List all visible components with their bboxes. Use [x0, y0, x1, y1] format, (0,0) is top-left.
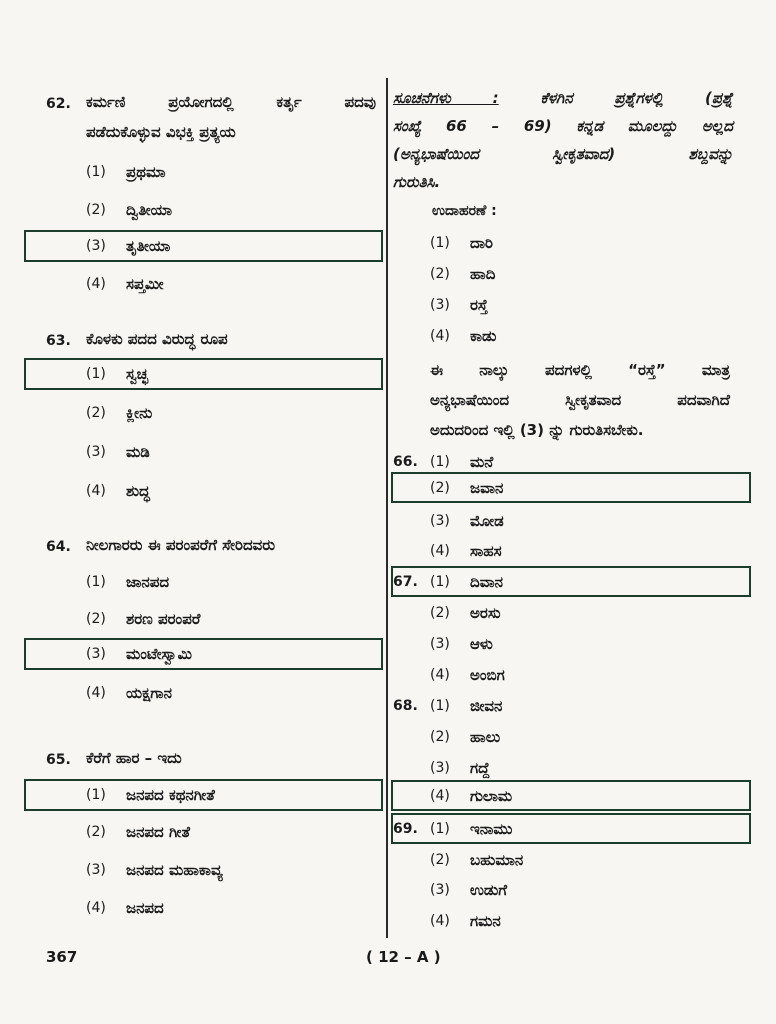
option-number: (2): [430, 480, 450, 496]
option-text: ಶುದ್ಧ: [126, 482, 150, 500]
column-divider: [386, 78, 388, 938]
option-text: ಯಕ್ಷಗಾನ: [126, 684, 172, 702]
answer-highlight-q63: [24, 358, 383, 390]
option-text: ಕಾಡು: [470, 327, 497, 345]
instructions-line-1: [393, 84, 733, 112]
option-number: (3): [430, 636, 450, 652]
option-text: ಬಹುಮಾನ: [470, 851, 524, 869]
option-number: (2): [86, 405, 106, 421]
instructions-line-4: ಗುರುತಿಸಿ.: [393, 173, 441, 191]
question-number-66: 66.: [393, 454, 418, 470]
option-text: ದ್ವಿತೀಯಾ: [126, 201, 173, 219]
question-62-line-1: ಕರ್ಮಣಿ ಪ್ರಯೋಗದಲ್ಲಿ ಕರ್ತೃ ಪದವು: [86, 93, 376, 111]
option-text: ಗದ್ದೆ: [470, 759, 490, 777]
option-text: ಪ್ರಥಮಾ: [126, 163, 166, 181]
option-text: ಅಂಬಿಗ: [470, 666, 505, 684]
option-text: ಶರಣ ಪರಂಪರೆ: [126, 610, 201, 628]
option-text: ಜನಪದ ಗೀತೆ: [126, 823, 191, 841]
option-text: ಜನಪದ: [126, 899, 164, 917]
option-number: (4): [430, 788, 450, 804]
option-text: ಸಪ್ತಮೀ: [126, 275, 164, 293]
option-number: (4): [86, 483, 106, 499]
option-number: (3): [86, 238, 106, 254]
option-number: (4): [86, 685, 106, 701]
option-text: ರಸ್ತೆ: [470, 296, 488, 314]
option-text: ಸ್ವಚ್ಛ: [126, 365, 149, 383]
option-number: (1): [86, 787, 106, 803]
option-number: (1): [430, 698, 450, 714]
question-number-69: 69.: [393, 821, 418, 837]
option-text: ಗುಲಾಮ: [470, 787, 513, 805]
option-number: (1): [86, 574, 106, 590]
option-number: (2): [430, 729, 450, 745]
option-number: (2): [430, 266, 450, 282]
option-number: (2): [86, 824, 106, 840]
option-text: ಕ್ಲೀನು: [126, 404, 153, 422]
option-number: (4): [430, 543, 450, 559]
option-number: (4): [430, 328, 450, 344]
option-text: ಮನೆ: [470, 453, 494, 471]
option-number: (3): [430, 513, 450, 529]
instructions-line-1-text: ಕೆಳಗಿನ ಪ್ರಶ್ನೆಗಳಲ್ಲಿ (ಪ್ರಶ್ನೆ: [540, 89, 733, 107]
option-number: (3): [86, 444, 106, 460]
example-explanation: [430, 355, 730, 445]
example-label: ಉದಾಹರಣೆ :: [432, 203, 497, 219]
option-text: ದಿವಾನ: [470, 573, 503, 591]
option-number: (1): [430, 235, 450, 251]
question-65-line-1: ಕೆರೆಗೆ ಹಾರ – ಇದು: [86, 749, 182, 767]
option-number: (4): [86, 900, 106, 916]
option-text: ಮೋಡ: [470, 512, 504, 530]
explanation-line-3: ಅದುದರಿಂದ ಇಲ್ಲಿ (3) ನ್ನು ಗುರುತಿಸಬೇಕು.: [430, 421, 644, 439]
option-text: ಇನಾಮು: [470, 820, 513, 838]
option-text: ಮಡಿ: [126, 443, 150, 461]
option-text: ಹಾದಿ: [470, 265, 496, 283]
option-number: (2): [86, 611, 106, 627]
option-text: ಜವಾನ: [470, 479, 504, 497]
explanation-line-1: ಈ ನಾಲ್ಕು ಪದಗಳಲ್ಲಿ “ರಸ್ತೆ” ಮಾತ್ರ: [430, 361, 730, 379]
page-number: 367: [46, 948, 78, 966]
question-number-65: 65.: [46, 752, 71, 768]
answer-highlight-q62: [24, 230, 383, 262]
option-text: ಜಾನಪದ: [126, 573, 170, 591]
option-text: ಮಂಟೇಸ್ವಾಮಿ: [126, 645, 192, 663]
question-number-67: 67.: [393, 574, 418, 590]
instructions-block: [393, 84, 733, 196]
option-number: (3): [430, 882, 450, 898]
option-number: (3): [430, 760, 450, 776]
option-number: (4): [430, 667, 450, 683]
option-text: ಜನಪದ ಮಹಾಕಾವ್ಯ: [126, 861, 223, 879]
question-62-line-2: ಪಡೆದುಕೊಳ್ಳುವ ವಿಭಕ್ತಿ ಪ್ರತ್ಯಯ: [86, 123, 236, 141]
option-number: (4): [86, 276, 106, 292]
option-number: (2): [430, 605, 450, 621]
option-text: ಜನಪದ ಕಥನಗೀತೆ: [126, 786, 215, 804]
option-number: (1): [430, 574, 450, 590]
instructions-line-3: (ಅನ್ಯಭಾಷೆಯಿಂದ ಸ್ವೀಕೃತವಾದ) ಶಬ್ದವನ್ನು: [393, 145, 733, 163]
question-number-62: 62.: [46, 96, 71, 112]
option-number: (1): [430, 821, 450, 837]
option-text: ಸಾಹಸ: [470, 542, 502, 560]
option-number: (1): [86, 164, 106, 180]
option-text: ಹಾಲು: [470, 728, 501, 746]
instructions-lead: ಸೂಚನೆಗಳು :: [393, 89, 499, 107]
answer-highlight-q64: [24, 638, 383, 670]
option-text: ಆಳು: [470, 635, 493, 653]
option-text: ಜೀವನ: [470, 697, 503, 715]
booklet-code: ( 12 – A ): [366, 948, 441, 966]
option-number: (3): [430, 297, 450, 313]
option-text: ದಾರಿ: [470, 234, 493, 252]
explanation-line-2: ಅನ್ಯಭಾಷೆಯಿಂದ ಸ್ವೀಕೃತವಾದ ಪದವಾಗಿದೆ: [430, 391, 730, 409]
option-number: (3): [86, 862, 106, 878]
option-text: ಉಡುಗೆ: [470, 881, 507, 899]
question-63-line-1: ಕೊಳಕು ಪದದ ವಿರುದ್ಧ ರೂಪ: [86, 330, 228, 348]
option-number: (1): [430, 454, 450, 470]
question-number-68: 68.: [393, 698, 418, 714]
option-number: (1): [86, 366, 106, 382]
question-number-64: 64.: [46, 539, 71, 555]
option-number: (3): [86, 646, 106, 662]
instructions-line-2: ಸಂಖ್ಯೆ 66 – 69) ಕನ್ನಡ ಮೂಲದ್ದು ಅಲ್ಲದ: [393, 117, 733, 135]
question-number-63: 63.: [46, 333, 71, 349]
option-text: ತೃತೀಯಾ: [126, 237, 171, 255]
option-number: (2): [86, 202, 106, 218]
question-64-line-1: ನೀಲಗಾರರು ಈ ಪರಂಪರೆಗೆ ಸೇರಿದವರು: [86, 536, 276, 554]
option-number: (4): [430, 913, 450, 929]
option-text: ಗಮನ: [470, 912, 501, 930]
option-text: ಅರಸು: [470, 604, 501, 622]
option-number: (2): [430, 852, 450, 868]
